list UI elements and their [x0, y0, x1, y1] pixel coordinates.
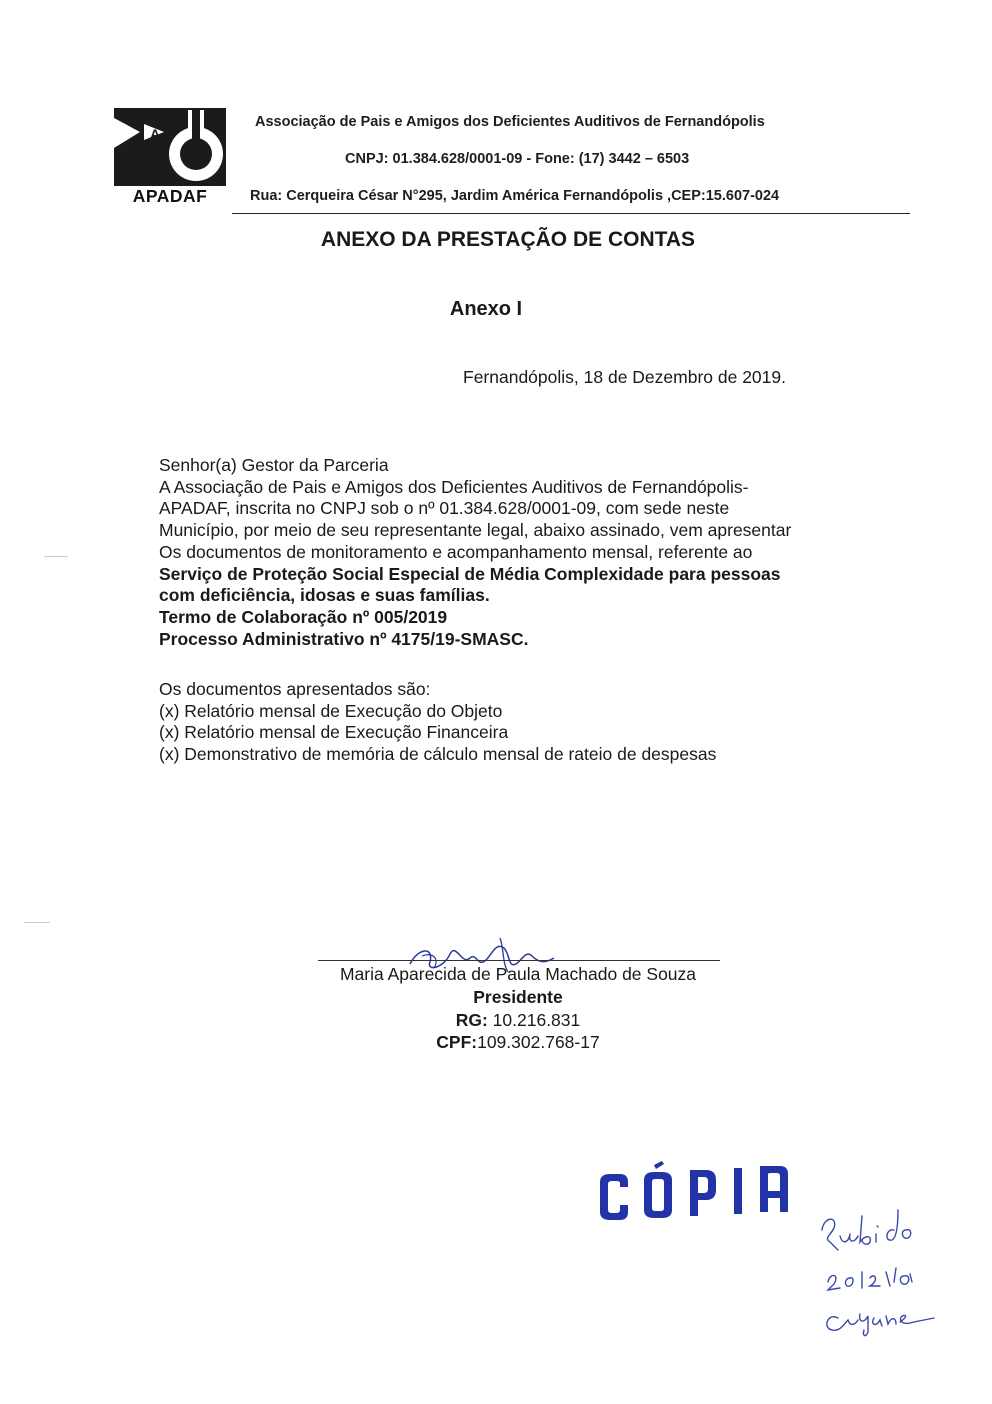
svg-text:Recebido: Recebido [814, 1196, 819, 1197]
signer-name: Maria Aparecida de Paula Machado de Souza [339, 964, 697, 984]
salutation: Senhor(a) Gestor da Parceria [159, 455, 389, 475]
paragraph-line: A Associação de Pais e Amigos dos Deficientes Auditivos de Fernandópolis- [159, 476, 749, 497]
signer-rg [0, 1010, 992, 1031]
logo-name: APADAF [132, 186, 208, 206]
svg-text:A: A [150, 126, 161, 142]
service-name-line: Serviço de Proteção Social Especial de Média Complexidade para pessoas [159, 563, 781, 584]
documents-intro: Os documentos apresentados são: [159, 679, 431, 699]
paragraph-line: Os documentos de monitoramento e acompanhamento mensal, referente ao [159, 541, 753, 562]
scan-margin-mark [44, 556, 68, 557]
org-cnpj-phone: CNPJ: 01.384.628/0001-09 - Fone: (17) 3442 – 6503 [345, 151, 690, 167]
term-of-collaboration: Termo de Colaboração nº 005/2019 [159, 606, 448, 627]
document-title: ANEXO DA PRESTAÇÃO DE CONTAS [320, 228, 696, 251]
org-name: Associação de Pais e Amigos dos Deficientes Auditivos de Fernandópolis [255, 114, 765, 130]
document-subtitle: Anexo I [449, 298, 523, 320]
scan-margin-mark [24, 922, 50, 923]
handwritten-receipt-note [814, 1196, 964, 1346]
rg-label: RG: [455, 1010, 488, 1030]
header-divider [232, 213, 910, 214]
document-item: (x) Demonstrativo de memória de cálculo mensal de rateio de despesas [159, 744, 717, 765]
document-item: (x) Relatório mensal de Execução Financeira [159, 722, 509, 743]
document-item: (x) Relatório mensal de Execução do Objeto [159, 700, 503, 721]
signer-cpf [0, 1032, 992, 1053]
signer-role: Presidente [473, 987, 563, 1007]
service-name-line: com deficiência, idosas e suas famílias. [159, 585, 490, 606]
rg-value: 10.216.831 [487, 1010, 581, 1030]
copy-stamp [596, 1160, 806, 1230]
svg-text:CÓPIA: CÓPIA [596, 1160, 600, 1161]
administrative-process: Processo Administrativo nº 4175/19-SMASC. [159, 628, 529, 649]
paragraph-line: APADAF, inscrita no CNPJ sob o nº 01.384.628/0001-09, com sede neste [159, 498, 730, 519]
cpf-value: 109.302.768-17 [477, 1032, 600, 1052]
signature-line [318, 960, 720, 961]
paragraph-line: Município, por meio de seu representante legal, abaixo assinado, vem apresentar [159, 520, 792, 541]
letter-body [159, 455, 879, 650]
cpf-label: CPF: [436, 1032, 478, 1052]
org-address: Rua: Cerqueira César N°295, Jardim América Fernandópolis ,CEP:15.607-024 [250, 188, 780, 204]
documents-list [159, 679, 879, 766]
place-date: Fernandópolis, 18 de Dezembro de 2019. [463, 367, 786, 387]
